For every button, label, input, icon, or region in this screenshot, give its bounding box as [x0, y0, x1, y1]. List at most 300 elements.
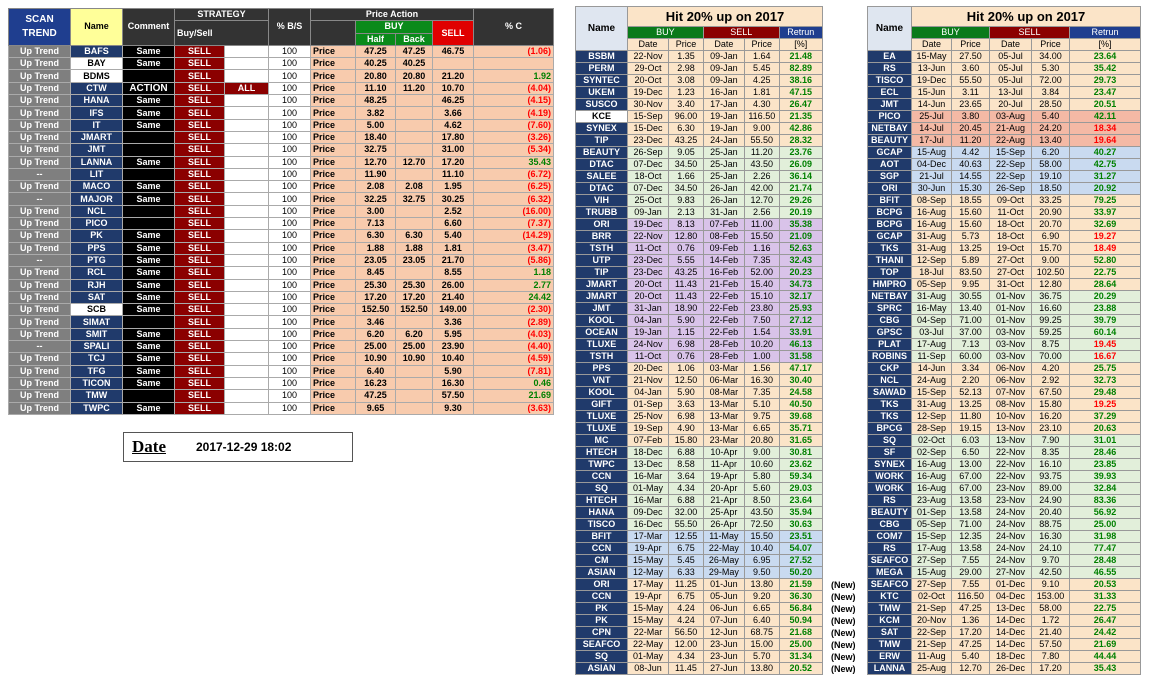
- hit-symbol-cell[interactable]: ROBINS: [868, 351, 912, 363]
- hit-buy-date-cell: 13-Jun: [912, 63, 952, 75]
- hit-symbol-cell[interactable]: SAT: [868, 627, 912, 639]
- symbol-cell[interactable]: BAFS: [71, 45, 123, 57]
- hit-sell-price-cell: 52.00: [744, 267, 779, 279]
- hit-symbol-cell[interactable]: TKS: [868, 243, 912, 255]
- hit-buy-date-cell: 23-Aug: [912, 495, 952, 507]
- hit-symbol-cell[interactable]: HTECH: [576, 447, 628, 459]
- hit-sell-price-cell: 1.64: [744, 51, 779, 63]
- symbol-cell[interactable]: RCL: [71, 267, 123, 279]
- symbol-cell[interactable]: JMT: [71, 144, 123, 156]
- strategy-cell: SELL: [175, 353, 225, 365]
- hit-symbol-cell[interactable]: RS: [868, 543, 912, 555]
- hit-symbol-cell[interactable]: TIP: [576, 267, 628, 279]
- hit-symbol-cell[interactable]: BFIT: [576, 531, 628, 543]
- hit-row: [576, 387, 823, 399]
- hit-symbol-cell[interactable]: NCL: [868, 375, 912, 387]
- hit-symbol-cell[interactable]: CM: [576, 555, 628, 567]
- scan-row[interactable]: [9, 181, 554, 193]
- symbol-cell[interactable]: IT: [71, 119, 123, 131]
- scan-row[interactable]: [9, 365, 554, 377]
- price-label-cell: Price: [311, 353, 356, 365]
- hit-symbol-cell[interactable]: TISCO: [576, 519, 628, 531]
- hit-row: [868, 483, 1141, 495]
- strategy-extra-cell: [225, 156, 269, 168]
- hit-symbol-cell[interactable]: TKS: [868, 399, 912, 411]
- hit-symbol-cell[interactable]: ORI: [576, 219, 628, 231]
- hit-sell-price-cell: 7.90: [1032, 435, 1070, 447]
- symbol-cell[interactable]: TCJ: [71, 353, 123, 365]
- hit-symbol-cell[interactable]: WORK: [868, 471, 912, 483]
- hit-symbol-cell[interactable]: VNT: [576, 375, 628, 387]
- hit-sell-date-cell: 26-May: [703, 555, 744, 567]
- hit1-sell-price-header: Price: [744, 39, 779, 51]
- symbol-cell[interactable]: BAY: [71, 58, 123, 70]
- hit-symbol-cell[interactable]: JMART: [576, 279, 628, 291]
- scan-row[interactable]: [9, 168, 554, 180]
- hit-sell-date-cell: 05-Jun: [703, 591, 744, 603]
- hit-symbol-cell[interactable]: TMW: [868, 639, 912, 651]
- hit-return-cell: 28.46: [1070, 447, 1141, 459]
- hit-symbol-cell[interactable]: ASIAN: [576, 567, 628, 579]
- symbol-cell[interactable]: LIT: [71, 168, 123, 180]
- hit-symbol-cell[interactable]: PERM: [576, 63, 628, 75]
- hit-buy-date-cell: 19-Dec: [627, 87, 668, 99]
- symbol-cell[interactable]: RJH: [71, 279, 123, 291]
- hit-sell-date-cell: 23-Jun: [703, 651, 744, 663]
- price-label-cell: Price: [311, 390, 356, 402]
- hit-sell-price-cell: 5.45: [744, 63, 779, 75]
- scan-row[interactable]: [9, 144, 554, 156]
- hit-symbol-cell[interactable]: TLUXE: [576, 423, 628, 435]
- symbol-cell[interactable]: TICON: [71, 377, 123, 389]
- hit-symbol-cell[interactable]: RS: [868, 495, 912, 507]
- pct-change-cell: (4.15): [474, 95, 554, 107]
- price-label-cell: Price: [311, 328, 356, 340]
- bs-cell: 100: [269, 58, 311, 70]
- hit-row: [868, 663, 1141, 675]
- hit-buy-date-cell: 19-Dec: [627, 219, 668, 231]
- hit-buy-price-cell: 2.13: [669, 207, 704, 219]
- hit-symbol-cell[interactable]: NETBAY: [868, 123, 912, 135]
- hit-symbol-cell[interactable]: BCPG: [868, 207, 912, 219]
- symbol-cell[interactable]: PK: [71, 230, 123, 242]
- hit-symbol-cell[interactable]: TLUXE: [576, 339, 628, 351]
- hit-symbol-cell[interactable]: BRR: [576, 231, 628, 243]
- scan-row[interactable]: [9, 205, 554, 217]
- hit-symbol-cell[interactable]: PPS: [576, 363, 628, 375]
- scan-row[interactable]: [9, 328, 554, 340]
- hit-sell-price-cell: 43.50: [744, 507, 779, 519]
- hit-buy-date-cell: 12-Sep: [912, 411, 952, 423]
- hit-sell-price-cell: 9.10: [1032, 579, 1070, 591]
- scan-row[interactable]: [9, 254, 554, 266]
- back-cell: 23.05: [396, 254, 433, 266]
- half-cell: 20.80: [356, 70, 396, 82]
- hit-buy-price-cell: 9.83: [669, 195, 704, 207]
- strategy-cell: SELL: [175, 218, 225, 230]
- hit-symbol-cell[interactable]: SPRC: [868, 303, 912, 315]
- scan-row[interactable]: [9, 119, 554, 131]
- hit-buy-date-cell: 20-Dec: [627, 363, 668, 375]
- hit-symbol-cell[interactable]: KTC: [868, 591, 912, 603]
- hit-symbol-cell[interactable]: DTAC: [576, 183, 628, 195]
- hit-symbol-cell[interactable]: TWPC: [576, 459, 628, 471]
- comment-cell: Same: [123, 341, 175, 353]
- scan-row[interactable]: [9, 291, 554, 303]
- symbol-cell[interactable]: SCB: [71, 304, 123, 316]
- hit-symbol-cell[interactable]: KOOL: [576, 315, 628, 327]
- hit-buy-date-cell: 15-Sep: [627, 111, 668, 123]
- symbol-cell[interactable]: SPALI: [71, 341, 123, 353]
- hit-symbol-cell[interactable]: SQ: [868, 435, 912, 447]
- price-label-cell: Price: [311, 254, 356, 266]
- hit-return-cell: 42.75: [1070, 159, 1141, 171]
- hit-buy-date-cell: 17-May: [627, 579, 668, 591]
- hit-symbol-cell[interactable]: BEAUTY: [868, 507, 912, 519]
- hit-symbol-cell[interactable]: DTAC: [576, 159, 628, 171]
- symbol-cell[interactable]: TMW: [71, 390, 123, 402]
- hit-symbol-cell[interactable]: ORI: [576, 579, 628, 591]
- hit-return-cell: 44.44: [1070, 651, 1141, 663]
- scan-row[interactable]: [9, 82, 554, 94]
- symbol-cell[interactable]: PTG: [71, 254, 123, 266]
- hit-return-cell: 31.34: [779, 651, 822, 663]
- hit-symbol-cell[interactable]: TIP: [576, 135, 628, 147]
- scan-row[interactable]: [9, 267, 554, 279]
- hit-row: [576, 351, 823, 363]
- hit-buy-date-cell: 20-Oct: [627, 291, 668, 303]
- hit-symbol-cell[interactable]: SEAFCO: [868, 555, 912, 567]
- scan-row[interactable]: [9, 402, 554, 414]
- hit-symbol-cell[interactable]: RS: [868, 63, 912, 75]
- hit-symbol-cell[interactable]: SAWAD: [868, 387, 912, 399]
- symbol-cell[interactable]: MAJOR: [71, 193, 123, 205]
- hit-return-cell: 19.25: [1070, 399, 1141, 411]
- hit-symbol-cell[interactable]: ORI: [868, 183, 912, 195]
- hit-symbol-cell[interactable]: PK: [576, 615, 628, 627]
- hit-sell-price-cell: 9.20: [744, 591, 779, 603]
- strategy-extra-cell: [225, 181, 269, 193]
- hit-row: [868, 591, 1141, 603]
- hit-symbol-cell[interactable]: TLUXE: [576, 411, 628, 423]
- scan-row[interactable]: [9, 156, 554, 168]
- hit-symbol-cell[interactable]: BFIT: [868, 195, 912, 207]
- hit-symbol-cell[interactable]: THANI: [868, 255, 912, 267]
- hit-return-cell: 22.75: [1070, 267, 1141, 279]
- pct-change-cell: (3.26): [474, 131, 554, 143]
- back-header: Back: [396, 33, 433, 45]
- hit-buy-price-cell: 56.50: [669, 627, 704, 639]
- hit-symbol-cell[interactable]: VIH: [576, 195, 628, 207]
- hit-sell-date-cell: 15-Sep: [990, 147, 1032, 159]
- comment-cell: ACTION: [123, 82, 175, 94]
- hit-symbol-cell[interactable]: CBG: [868, 315, 912, 327]
- scan-row[interactable]: [9, 45, 554, 57]
- symbol-cell[interactable]: LANNA: [71, 156, 123, 168]
- hit-symbol-cell[interactable]: HANA: [576, 507, 628, 519]
- hit-sell-date-cell: 31-Oct: [990, 279, 1032, 291]
- hit-symbol-cell[interactable]: TSTH: [576, 243, 628, 255]
- pct-change-cell: 2.77: [474, 279, 554, 291]
- symbol-cell[interactable]: CTW: [71, 82, 123, 94]
- hit-symbol-cell[interactable]: UTP: [576, 255, 628, 267]
- strategy-cell: SELL: [175, 377, 225, 389]
- hit-symbol-cell[interactable]: SUSCO: [576, 99, 628, 111]
- symbol-cell[interactable]: SAT: [71, 291, 123, 303]
- hit-buy-date-cell: 15-May: [627, 555, 668, 567]
- hit-symbol-cell[interactable]: NETBAY: [868, 291, 912, 303]
- symbol-cell[interactable]: TWPC: [71, 402, 123, 414]
- hit-row: [576, 579, 823, 591]
- hit-sell-date-cell: 07-Feb: [703, 219, 744, 231]
- hit-buy-date-cell: 02-Oct: [912, 591, 952, 603]
- hit-buy-date-cell: 23-Dec: [627, 255, 668, 267]
- scan-row[interactable]: [9, 377, 554, 389]
- hit-buy-date-cell: 11-Sep: [912, 351, 952, 363]
- bs-cell: 100: [269, 402, 311, 414]
- hit-symbol-cell[interactable]: GPSC: [868, 327, 912, 339]
- hit-buy-price-cell: 15.30: [952, 183, 990, 195]
- hit-symbol-cell[interactable]: PLAT: [868, 339, 912, 351]
- symbol-cell[interactable]: PPS: [71, 242, 123, 254]
- scan-row[interactable]: [9, 230, 554, 242]
- hit-symbol-cell[interactable]: TKS: [868, 411, 912, 423]
- hit-buy-price-cell: 6.98: [669, 411, 704, 423]
- hit1-buy-price-header: Price: [669, 39, 704, 51]
- hit-symbol-cell[interactable]: JMT: [868, 99, 912, 111]
- hit-symbol-cell[interactable]: BEAUTY: [868, 135, 912, 147]
- bs-cell: 100: [269, 168, 311, 180]
- hit-buy-date-cell: 01-Sep: [912, 507, 952, 519]
- hit-symbol-cell[interactable]: SEAFCO: [868, 579, 912, 591]
- hit-symbol-cell[interactable]: ECL: [868, 87, 912, 99]
- scan-row[interactable]: [9, 58, 554, 70]
- hit-symbol-cell[interactable]: UKEM: [576, 87, 628, 99]
- hit-buy-date-cell: 18-Oct: [627, 171, 668, 183]
- scan-row[interactable]: [9, 70, 554, 82]
- hit-symbol-cell[interactable]: GIFT: [576, 399, 628, 411]
- hit-buy-date-cell: 09-Dec: [627, 507, 668, 519]
- hit-symbol-cell[interactable]: TOP: [868, 267, 912, 279]
- hit-row: [868, 159, 1141, 171]
- hit-buy-price-cell: 5.45: [669, 555, 704, 567]
- hit-sell-price-cell: 15.50: [744, 531, 779, 543]
- hit-symbol-cell[interactable]: AOT: [868, 159, 912, 171]
- pct-change-cell: (4.19): [474, 107, 554, 119]
- hit-symbol-cell[interactable]: SYNEX: [576, 123, 628, 135]
- hit-symbol-cell[interactable]: SYNEX: [868, 459, 912, 471]
- comment-cell: [123, 218, 175, 230]
- pct-change-cell: (2.89): [474, 316, 554, 328]
- hit-symbol-cell[interactable]: SYNTEC: [576, 75, 628, 87]
- scan-row[interactable]: [9, 193, 554, 205]
- sell-price-cell: 57.50: [433, 390, 474, 402]
- hit-symbol-cell[interactable]: OCEAN: [576, 327, 628, 339]
- symbol-cell[interactable]: MACO: [71, 181, 123, 193]
- hit-buy-date-cell: 21-Sep: [912, 639, 952, 651]
- name-header[interactable]: Name: [71, 9, 123, 46]
- hit-symbol-cell[interactable]: BPCG: [868, 423, 912, 435]
- hit-symbol-cell[interactable]: MEGA: [868, 567, 912, 579]
- hit-sell-date-cell: 22-Sep: [990, 171, 1032, 183]
- hit-buy-date-cell: 21-Jul: [912, 171, 952, 183]
- hit-return-cell: 36.30: [779, 591, 822, 603]
- price-label-cell: Price: [311, 45, 356, 57]
- symbol-cell[interactable]: BDMS: [71, 70, 123, 82]
- hit-row: [576, 291, 823, 303]
- price-label-cell: Price: [311, 193, 356, 205]
- price-label-cell: Price: [311, 144, 356, 156]
- hit2-buy-date-header: Date: [912, 39, 952, 51]
- hit-symbol-cell[interactable]: CBG: [868, 519, 912, 531]
- scan-row[interactable]: [9, 353, 554, 365]
- hit-symbol-cell[interactable]: SGP: [868, 171, 912, 183]
- hit-buy-price-cell: 4.90: [669, 423, 704, 435]
- hit-symbol-cell[interactable]: CPN: [576, 627, 628, 639]
- hit-sell-price-cell: 7.35: [744, 255, 779, 267]
- hit-symbol-cell[interactable]: CKP: [868, 363, 912, 375]
- back-cell: [396, 131, 433, 143]
- hit-symbol-cell[interactable]: TISCO: [868, 75, 912, 87]
- symbol-cell[interactable]: TFG: [71, 365, 123, 377]
- pct-change-cell: 24.42: [474, 291, 554, 303]
- hit-buy-price-cell: 12.00: [669, 639, 704, 651]
- hit-symbol-cell[interactable]: JMART: [576, 291, 628, 303]
- hit-symbol-cell[interactable]: KCE: [576, 111, 628, 123]
- hit-sell-date-cell: 11-May: [703, 531, 744, 543]
- hit-symbol-cell[interactable]: BCPG: [868, 219, 912, 231]
- hit-buy-price-cell: 52.13: [952, 387, 990, 399]
- hit-symbol-cell[interactable]: SEAFCO: [576, 639, 628, 651]
- symbol-cell[interactable]: SIMAT: [71, 316, 123, 328]
- hit-buy-date-cell: 18-Dec: [627, 447, 668, 459]
- strategy-extra-cell: [225, 341, 269, 353]
- hit-symbol-cell[interactable]: GCAP: [868, 231, 912, 243]
- scan-row[interactable]: [9, 304, 554, 316]
- hit-symbol-cell[interactable]: CCN: [576, 591, 628, 603]
- hit-symbol-cell[interactable]: CCN: [576, 471, 628, 483]
- hit-row: [576, 207, 823, 219]
- hit-symbol-cell[interactable]: TMW: [868, 603, 912, 615]
- hit-symbol-cell[interactable]: WORK: [868, 483, 912, 495]
- hit-sell-date-cell: 26-Jan: [703, 195, 744, 207]
- hit-sell-price-cell: 16.10: [1032, 459, 1070, 471]
- pct-change-cell: (16.00): [474, 205, 554, 217]
- half-cell: 11.90: [356, 168, 396, 180]
- hit-sell-price-cell: 2.26: [744, 171, 779, 183]
- hit-sell-date-cell: 01-Jun: [703, 579, 744, 591]
- hit-return-cell: 47.17: [779, 363, 822, 375]
- hit-symbol-cell[interactable]: BEAUTY: [576, 147, 628, 159]
- hit-sell-price-cell: 6.65: [744, 603, 779, 615]
- hit-buy-price-cell: 6.50: [952, 447, 990, 459]
- hit-symbol-cell[interactable]: PK: [576, 603, 628, 615]
- hit-row: [868, 423, 1141, 435]
- hit-sell-price-cell: 13.80: [744, 579, 779, 591]
- hit-row: [576, 231, 823, 243]
- half-cell: 152.50: [356, 304, 396, 316]
- bs-cell: 100: [269, 144, 311, 156]
- hit-symbol-cell[interactable]: HTECH: [576, 495, 628, 507]
- symbol-cell[interactable]: NCL: [71, 205, 123, 217]
- hit-symbol-cell[interactable]: CCN: [576, 543, 628, 555]
- hit-sell-price-cell: 5.10: [744, 399, 779, 411]
- strategy-cell: SELL: [175, 328, 225, 340]
- price-label-cell: Price: [311, 230, 356, 242]
- hit-symbol-cell[interactable]: JMT: [576, 303, 628, 315]
- symbol-cell[interactable]: IFS: [71, 107, 123, 119]
- bs-cell: 100: [269, 193, 311, 205]
- hit-symbol-cell[interactable]: ERW: [868, 651, 912, 663]
- hit-symbol-cell[interactable]: BSBM: [576, 51, 628, 63]
- scan-row[interactable]: [9, 107, 554, 119]
- hit-sell-price-cell: 6.95: [744, 555, 779, 567]
- back-cell: 2.08: [396, 181, 433, 193]
- hit-symbol-cell[interactable]: HMPRO: [868, 279, 912, 291]
- hit-symbol-cell[interactable]: EA: [868, 51, 912, 63]
- hit-buy-date-cell: 01-Sep: [627, 399, 668, 411]
- hit-buy-price-cell: 7.55: [952, 555, 990, 567]
- hit2-buy-price-header: Price: [952, 39, 990, 51]
- hit-sell-price-cell: 72.50: [744, 519, 779, 531]
- hit-symbol-cell[interactable]: LANNA: [868, 663, 912, 675]
- hit-sell-date-cell: 17-Jan: [703, 99, 744, 111]
- hit-buy-date-cell: 19-Apr: [627, 591, 668, 603]
- symbol-cell[interactable]: PICO: [71, 218, 123, 230]
- scan-row[interactable]: [9, 131, 554, 143]
- hit-symbol-cell[interactable]: SQ: [576, 651, 628, 663]
- hit-sell-date-cell: 07-Nov: [990, 387, 1032, 399]
- hit-sell-price-cell: 57.50: [1032, 639, 1070, 651]
- scan-row[interactable]: [9, 316, 554, 328]
- hit-symbol-cell[interactable]: ASIAN: [576, 663, 628, 675]
- back-cell: 47.25: [396, 45, 433, 57]
- hit-sell-date-cell: 22-Feb: [703, 315, 744, 327]
- scan-trend-header[interactable]: SCAN TREND: [9, 9, 71, 46]
- scan-row[interactable]: [9, 279, 554, 291]
- symbol-cell[interactable]: SMIT: [71, 328, 123, 340]
- trend-cell: Up Trend: [9, 402, 71, 414]
- scan-row[interactable]: [9, 341, 554, 353]
- pct-change-cell: 0.46: [474, 377, 554, 389]
- hit-symbol-cell[interactable]: COM7: [868, 531, 912, 543]
- scan-row[interactable]: [9, 390, 554, 402]
- scan-row[interactable]: [9, 242, 554, 254]
- hit-symbol-cell[interactable]: GCAP: [868, 147, 912, 159]
- hit-symbol-cell[interactable]: TRUBB: [576, 207, 628, 219]
- hit-symbol-cell[interactable]: KCM: [868, 615, 912, 627]
- hit-symbol-cell[interactable]: PICO: [868, 111, 912, 123]
- sell-price-cell: 5.90: [433, 365, 474, 377]
- hit-sell-price-cell: 13.40: [1032, 135, 1070, 147]
- hit-symbol-cell[interactable]: SF: [868, 447, 912, 459]
- hit-sell-date-cell: 27-Oct: [990, 255, 1032, 267]
- date-label: Date: [132, 437, 166, 456]
- hit-return-cell: 37.29: [1070, 411, 1141, 423]
- hit-symbol-cell[interactable]: MC: [576, 435, 628, 447]
- hit-symbol-cell[interactable]: SALEE: [576, 171, 628, 183]
- hit-symbol-cell[interactable]: KOOL: [576, 387, 628, 399]
- half-cell: 6.40: [356, 365, 396, 377]
- symbol-cell[interactable]: JMART: [71, 131, 123, 143]
- hit-sell-price-cell: 1.81: [744, 87, 779, 99]
- symbol-cell[interactable]: HANA: [71, 95, 123, 107]
- hit-buy-date-cell: 20-Oct: [627, 75, 668, 87]
- scan-row[interactable]: [9, 218, 554, 230]
- hit-symbol-cell[interactable]: TSTH: [576, 351, 628, 363]
- scan-row[interactable]: [9, 95, 554, 107]
- hit-symbol-cell[interactable]: SQ: [576, 483, 628, 495]
